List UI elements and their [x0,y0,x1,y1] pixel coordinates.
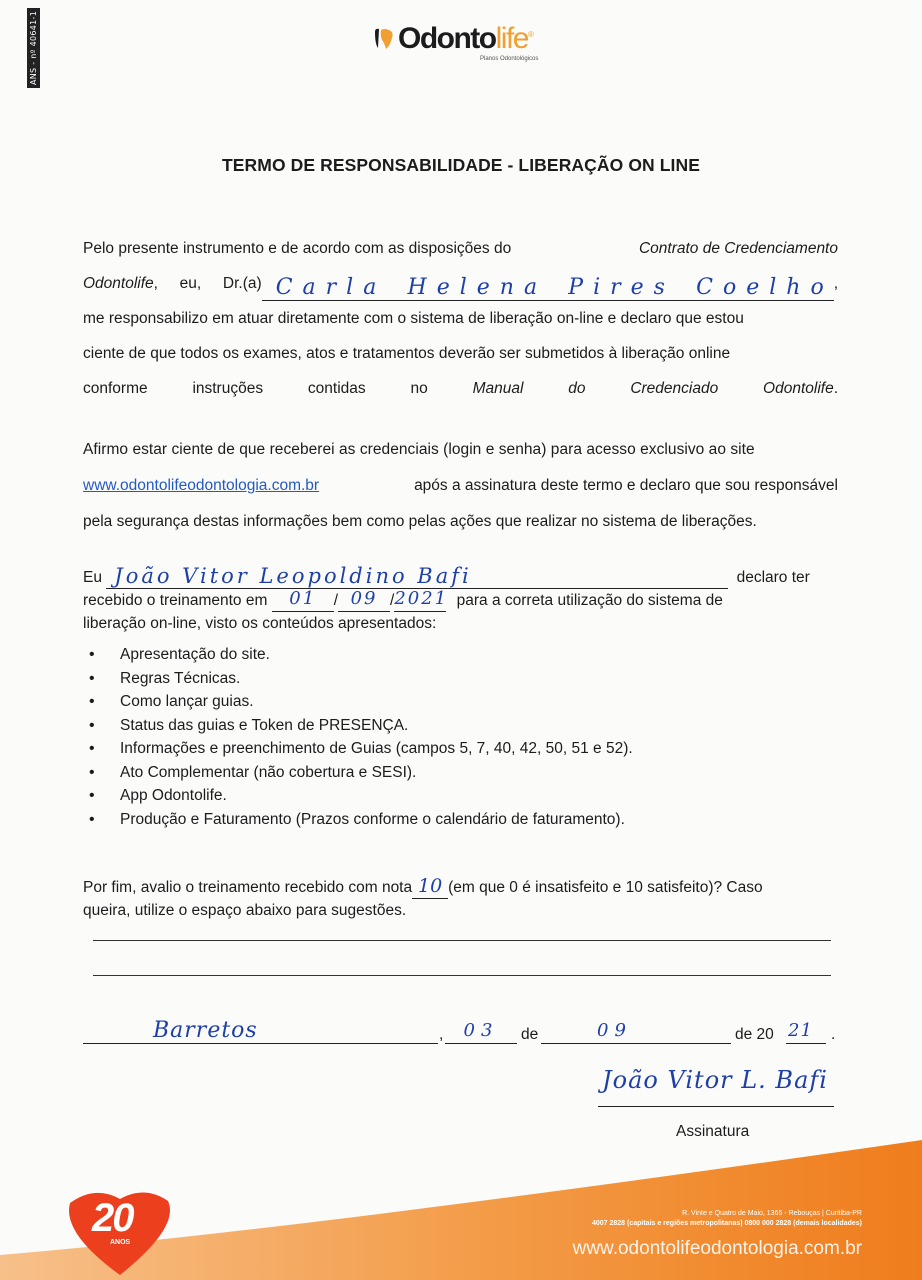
list-item: • Informações e preenchimento de Guias (campos 5, 7, 40, 42, 50, 51 e 52). [85,737,633,761]
logo-tagline: Planos Odontológicos [480,56,539,62]
manual-reference: Manual do Credenciado Odontolife [472,380,834,397]
trainer-name-handwritten: João Vitor Leopoldino Bafi [114,564,472,588]
ans-registration-tag: ANS - nº 40641-1 [27,8,40,88]
list-item: • Ato Complementar (não cobertura e SESI). [85,761,633,785]
footer-phones: 4007 2828 (capitais e regiões metropolitanas) 0800 000 2828 (demais localidades) [591,1220,862,1227]
training-year-field[interactable]: 2021 [394,589,446,612]
training-declaration: Eu João Vitor Leopoldino Bafi declaro ter recebido o treinamento em 01 / 09 /2021 para a correta utilização do sistema de liberação on-line, visto os conteúdos apresentados: [83,566,843,635]
p1-line3: me responsabilizo em atuar diretamente com o sistema de liberação on-line e declaro que estou [83,310,744,327]
date-year-field[interactable]: 21 [786,1021,826,1044]
dentist-name-handwritten: Carla Helena Pires Coelho [275,275,834,300]
paragraph-credentials [83,432,838,540]
rating-line2: queira, utilize o espaço abaixo para sugestões. [83,902,407,919]
list-item: • Regras Técnicas. [85,667,633,691]
signature-field[interactable] [598,1058,834,1107]
paragraph-responsibility: Pelo presente instrumento e de acordo com as disposições do Contrato de Credenciamento Odontolife, eu, Dr.(a) Carla Helena Pires Coelho, me responsabilizo em atuar diretamente com o sistema de liberação on-line e declaro que estou ciente de que todos os exames, atos e tratamentos deverão ser submetidos à liberação online conforme instruções contidas no Manual do Credenciado Odontolife. [83,231,838,406]
training-topics-list [85,643,633,831]
date-month-field[interactable]: 09 [541,1021,731,1044]
training-rating: Por fim, avalio o treinamento recebido com nota 10 (em que 0 é insatisfeito e 10 satisfeito)? Caso queira, utilize o espaço abaixo para sugestões. [83,876,843,922]
contract-reference: Contrato de Credenciamento [638,240,838,257]
rating-score-field[interactable]: 10 [412,876,448,899]
footer-site-link[interactable]: www.odontolifeodontologia.com.br [572,1238,862,1259]
anniversary-word: ANOS [110,1239,131,1246]
date-day-field[interactable]: 03 [445,1021,517,1044]
handwritten-signature: João Vitor L. Bafi [602,1066,828,1094]
training-day-field[interactable]: 01 [272,589,334,612]
p2-line3: pela segurança destas informações bem como pelas ações que realizar no sistema de liberações. [83,513,757,530]
odontolife-logo [372,22,562,66]
site-link[interactable]: www.odontolifeodontologia.com.br [83,477,320,494]
odontolife-name: Odontolife [83,275,154,292]
suggestion-line-2[interactable] [93,975,831,976]
anniversary-number: 20 [92,1196,133,1240]
list-item: • Produção e Faturamento (Prazos conforme o calendário de faturamento). [85,808,633,832]
p2-line2-text: após a assinatura deste termo e declaro que sou responsável [414,477,838,494]
training-month-field[interactable]: 09 [338,589,390,612]
place-and-date: Barretos , 03 de 09 de 20 21 . [83,1010,843,1044]
suggestion-line-1[interactable] [93,940,831,941]
p1-line5: conforme instruções contidas no Manual do Credenciado Odontolife. [83,380,839,397]
list-item: • Status das guias e Token de PRESENÇA. [85,714,633,738]
training-line3: liberação on-line, visto os conteúdos apresentados: [83,615,437,632]
p1-line1-text: Pelo presente instrumento e de acordo com as disposições do [83,240,512,257]
list-item: • App Odontolife. [85,784,633,808]
dentist-name-field[interactable] [262,275,834,301]
signature-label: Assinatura [676,1123,750,1140]
document-title: TERMO DE RESPONSABILIDADE - LIBERAÇÃO ON LINE [222,155,700,175]
logo-tooth-icon [372,26,398,52]
p2-line1: Afirmo estar ciente de que receberei as credenciais (login e senha) para acesso exclusivo ao site [83,441,755,458]
p1-line4: ciente de que todos os exames, atos e tratamentos deverão ser submetidos à liberação online [83,345,731,362]
p1-line2-text: , eu, Dr.(a) [153,275,262,292]
city-field[interactable]: Barretos [83,1021,438,1044]
footer-address: R. Vinte e Quatro de Maio, 1365 - Rebouças | Curitiba-PR [682,1210,862,1217]
list-item: • Apresentação do site. [85,643,633,667]
logo-wordmark: Odontolife® [398,22,533,55]
trainer-name-field[interactable] [106,566,728,589]
list-item: • Como lançar guias. [85,690,633,714]
